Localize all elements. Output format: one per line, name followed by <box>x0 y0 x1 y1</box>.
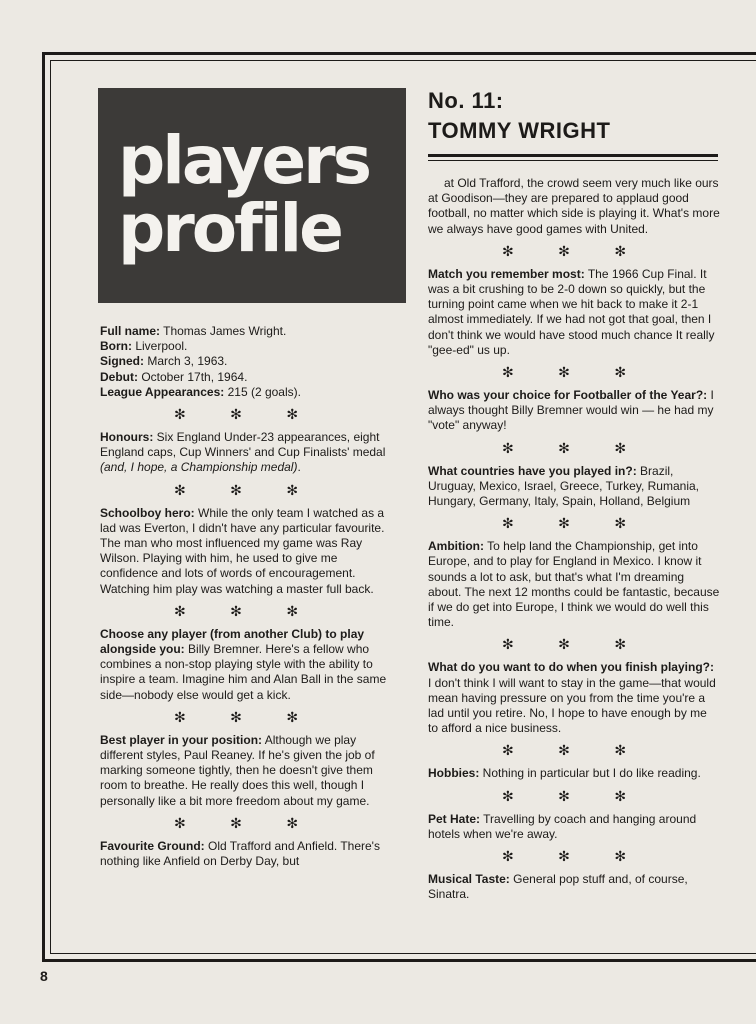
section-pet-hate: Pet Hate: Travelling by coach and hanging around hotels when we're away. <box>428 811 697 841</box>
section-musical-taste: Musical Taste: General pop stuff and, of course, Sinatra. <box>428 872 688 902</box>
separator-stars: ✻ ✻ ✻ <box>501 788 647 805</box>
logo-line-1: players <box>118 122 369 199</box>
separator-stars: ✻ ✻ ✻ <box>173 815 319 832</box>
separator-stars: ✻ ✻ ✻ <box>501 516 647 533</box>
section-favourite-ground: Favourite Ground: Old Trafford and Anfield. There's nothing like Anfield on Derby Day, but <box>100 838 380 869</box>
title-rule-thin <box>428 160 718 161</box>
separator-stars: ✻ ✻ ✻ <box>173 482 319 499</box>
section-honours: Honours: Six England Under-23 appearances, eight England caps, Cup Winners' and Cup Finalists' medal (and, I hope, a Championship medal). <box>100 430 386 475</box>
page-number: 8 <box>40 968 48 984</box>
fact-born: Born: Liverpool. <box>100 339 188 354</box>
section-choose-player: Choose any player (from another Club) to play alongside you: Billy Bremner. Here's a fellow who combines a non-stop playing style with the ability to inspire a team. Imagine him and Alan Ball in the same side—nobody else would get a kick. <box>100 626 387 702</box>
left-column <box>100 324 392 869</box>
separator-stars: ✻ ✻ ✻ <box>501 743 647 760</box>
section-match-remember: Match you remember most: The 1966 Cup Final. It was a bit crushing to be 2-0 down so quickly, but the turning point came when we hit back to make it 2-1 almost immediately. If we had not got that goal, then I don't think we would have stood much chance It really "gee-ed" us up. <box>428 266 715 357</box>
section-hobbies: Hobbies: Nothing in particular but I do like reading. <box>428 766 701 781</box>
player-name: TOMMY WRIGHT <box>428 118 611 143</box>
separator-stars: ✻ ✻ ✻ <box>173 407 319 424</box>
favourite-ground-continued: at Old Trafford, the crowd seem very much like ours at Goodison—they are prepared to applaud good football, no matter which side is playing it. What's more we always have good games with United. <box>428 176 720 236</box>
fact-full-name: Full name: Thomas James Wright. <box>100 324 287 338</box>
separator-stars: ✻ ✻ ✻ <box>501 440 647 457</box>
separator-stars: ✻ ✻ ✻ <box>173 603 319 620</box>
facts-list <box>100 324 392 400</box>
fact-debut: Debut: October 17th, 1964. <box>100 369 248 384</box>
logo-line-2: profile <box>118 190 341 267</box>
title-rule-thick <box>428 154 718 157</box>
section-best-player: Best player in your position: Although we play different styles, Paul Reaney. If he's given the job of marking someone tightly, then he doesn't give them room to breathe. He really does this well, though I personally like a bit more freedom about my game. <box>100 732 375 808</box>
section-countries: What countries have you played in?: Brazil, Uruguay, Mexico, Israel, Greece, Turkey, Rumania, Hungary, Germany, Italy, Spain, Holland, Belgium <box>428 463 699 509</box>
fact-signed: Signed: March 3, 1963. <box>100 354 228 369</box>
players-profile-logo <box>98 88 406 303</box>
separator-stars: ✻ ✻ ✻ <box>501 243 647 260</box>
right-column <box>428 176 720 903</box>
section-schoolboy-hero: Schoolboy hero: While the only team I watched as a lad was Everton, I didn't have any particular favourite. The man who most influenced my game was Ray Wilson. Playing with him, he used to give me confidence and lots of words of encouragement. Watching him play was watching a master full back. <box>100 505 385 596</box>
profile-number: No. 11: <box>428 88 504 113</box>
section-footballer-of-year: Who was your choice for Footballer of the Year?: I always thought Billy Bremner would win — he had my "vote" anyway! <box>428 388 714 433</box>
separator-stars: ✻ ✻ ✻ <box>501 365 647 382</box>
separator-stars: ✻ ✻ ✻ <box>501 849 647 866</box>
section-after-playing: What do you want to do when you finish playing?: I don't think I will want to stay in the game—that would mean having pressure on you from the time you're a lad until you retire. No, I hope to have enough by me to afford a nice business. <box>428 660 716 736</box>
separator-stars: ✻ ✻ ✻ <box>501 637 647 654</box>
section-ambition: Ambition: To help land the Championship, get into Europe, and to play for England in Mexico. I know it sounds a lot to ask, but that's what I'm dreaming about. The next 12 months could be fantastic, because if we do get into Europe, I think we would do well this time. <box>428 539 720 630</box>
fact-league-appearances: League Appearances: 215 (2 goals). <box>100 384 301 399</box>
separator-stars: ✻ ✻ ✻ <box>173 709 319 726</box>
